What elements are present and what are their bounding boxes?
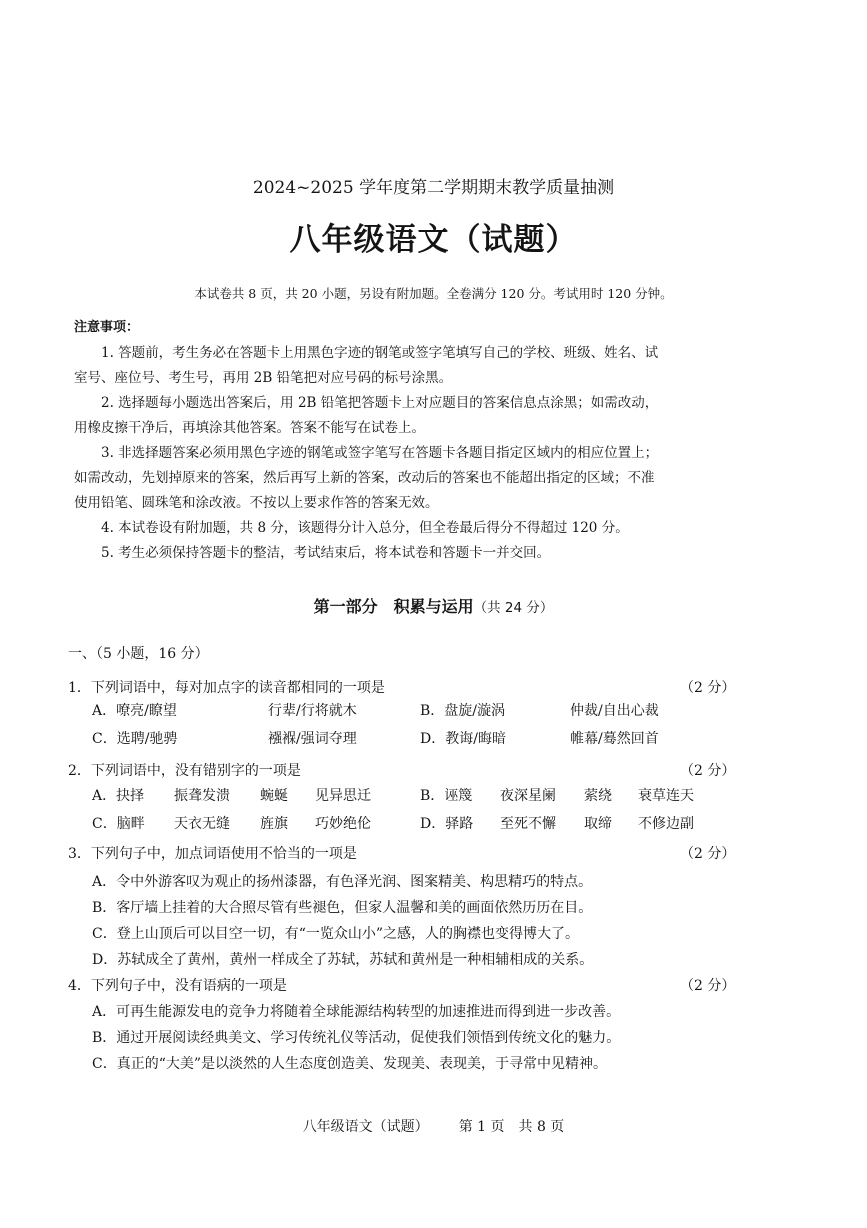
footer-subject: 八年级语文（试题） — [302, 1119, 429, 1135]
q3-option-d: D．苏轼成全了黄州，黄州一样成全了苏轼，苏轼和黄州是一种相辅相成的关系。 — [92, 952, 594, 968]
question-1-stem: 1．下列词语中，每对加点字的读音都相同的一项是 — [68, 680, 385, 696]
notice-line: 5. 考生必须保持答题卡的整洁，考试结束后，将本试卷和答题卡一并交回。 — [101, 545, 551, 561]
q2-option-a-word: 振聋发溃 — [174, 788, 230, 804]
notice-line: 如需改动，先划掉原来的答案，然后再写上新的答案，改动后的答案也不能超出指定的区域；不准 — [74, 470, 655, 486]
notice-heading: 注意事项： — [74, 320, 140, 335]
question-4-stem: 4．下列句子中，没有语病的一项是 — [68, 978, 287, 994]
question-2-stem: 2．下列词语中，没有错别字的一项是 — [68, 763, 301, 779]
q2-option-a-word: 蜿蜒 — [260, 788, 288, 804]
q3-option-a: A．令中外游客叹为观止的扬州漆器，有色泽光润、图案精美、构思精巧的特点。 — [92, 874, 593, 890]
question-1-score: （2 分） — [680, 680, 736, 696]
notice-line: 用橡皮擦干净后，再填涂其他答案。答案不能写在试卷上。 — [74, 420, 425, 436]
q4-option-c: C．真正的“大美”是以淡然的人生态度创造美、发现美、表现美，于寻常中见精神。 — [92, 1056, 608, 1072]
q2-option-d-word: 取缔 — [584, 816, 612, 832]
q1-option-d-1: D．教诲/晦暗 — [420, 731, 506, 747]
notice-line: 3. 非选择题答案必须用黑色字迹的钢笔或签字笔写在答题卡各题目指定区域内的相应位置上； — [101, 445, 659, 461]
notice-line: 使用铅笔、圆珠笔和涂改液。不按以上要求作答的答案无效。 — [74, 495, 439, 511]
notice-line: 2. 选择题每小题选出答案后，用 2B 铅笔把答题卡上对应题目的答案信息点涂黑；如需改动， — [101, 395, 659, 411]
q1-option-a-1: A．嘹亮/瞭望 — [92, 703, 177, 719]
q2-option-d-word: D．驿路 — [420, 816, 474, 832]
q1-option-c-1: C．选聘/驰骋 — [92, 731, 178, 747]
footer-page-info: 第 1 页 共 8 页 — [458, 1119, 565, 1135]
q2-option-b-word: 夜深星阑 — [500, 788, 556, 804]
q1-option-d-2: 帷幕/蓦然回首 — [570, 731, 659, 747]
notice-line: 4. 本试卷设有附加题，共 8 分，该题得分计入总分，但全卷最后得分不得超过 120 分。 — [101, 520, 629, 536]
q2-option-b-word: B．诬篾 — [420, 788, 473, 804]
q1-option-a-2: 行辈/行将就木 — [268, 703, 357, 719]
q2-option-c-word: 旌旗 — [260, 816, 288, 832]
q1-option-b-1: B．盘旋/漩涡 — [420, 703, 506, 719]
notice-line: 1. 答题前，考生务必在答题卡上用黑色字迹的钢笔或签字笔填写自己的学校、班级、姓名、试 — [101, 345, 659, 361]
section-title-text: 第一部分 积累与运用 — [313, 597, 474, 616]
q4-option-a: A．可再生能源发电的竞争力将随着全球能源结构转型的加速推进而得到进一步改善。 — [92, 1004, 621, 1020]
q1-option-c-2: 襁褓/强词夺理 — [268, 731, 357, 747]
q2-option-c-word: 天衣无缝 — [174, 816, 230, 832]
q2-option-b-word: 萦绕 — [584, 788, 612, 804]
subject-title: 八年级语文（试题） — [289, 222, 578, 258]
page-footer — [0, 1116, 867, 1136]
q2-option-a-word: 见异思迁 — [315, 788, 371, 804]
question-3-stem: 3．下列句子中，加点词语使用不恰当的一项是 — [68, 846, 357, 862]
q3-option-c: C．登上山顶后可以目空一切，有“一览众山小”之感，人的胸襟也变得博大了。 — [92, 926, 580, 942]
exam-title: 2024~2025 学年度第二学期期末教学质量抽测 — [252, 178, 615, 198]
notice-line: 室号、座位号、考生号，再用 2B 铅笔把对应号码的标号涂黑。 — [74, 370, 453, 386]
q2-option-a-word: A．抉择 — [92, 788, 145, 804]
part-one-label: 一、（5 小题，16 分） — [68, 646, 209, 662]
question-2-score: （2 分） — [680, 763, 736, 779]
question-3-score: （2 分） — [680, 846, 736, 862]
section-title — [0, 594, 867, 617]
q2-option-b-word: 衰草连天 — [638, 788, 694, 804]
question-4-score: （2 分） — [680, 978, 736, 994]
q1-option-b-2: 仲裁/自出心裁 — [570, 703, 659, 719]
q2-option-d-word: 不修边副 — [638, 816, 694, 832]
q2-option-d-word: 至死不懈 — [500, 816, 556, 832]
section-points: （共 24 分） — [473, 600, 554, 616]
exam-info: 本试卷共 8 页，共 20 小题，另设有附加题。全卷满分 120 分。考试用时 120 分钟。 — [194, 286, 673, 301]
q2-option-c-word: C．脑畔 — [92, 816, 145, 832]
q3-option-b: B．客厅墙上挂着的大合照尽管有些褪色，但家人温馨和美的画面依然历历在目。 — [92, 900, 593, 916]
q4-option-b: B．通过开展阅读经典美文、学习传统礼仪等活动，促使我们领悟到传统文化的魅力。 — [92, 1030, 621, 1046]
q2-option-c-word: 巧妙绝伦 — [315, 816, 371, 832]
